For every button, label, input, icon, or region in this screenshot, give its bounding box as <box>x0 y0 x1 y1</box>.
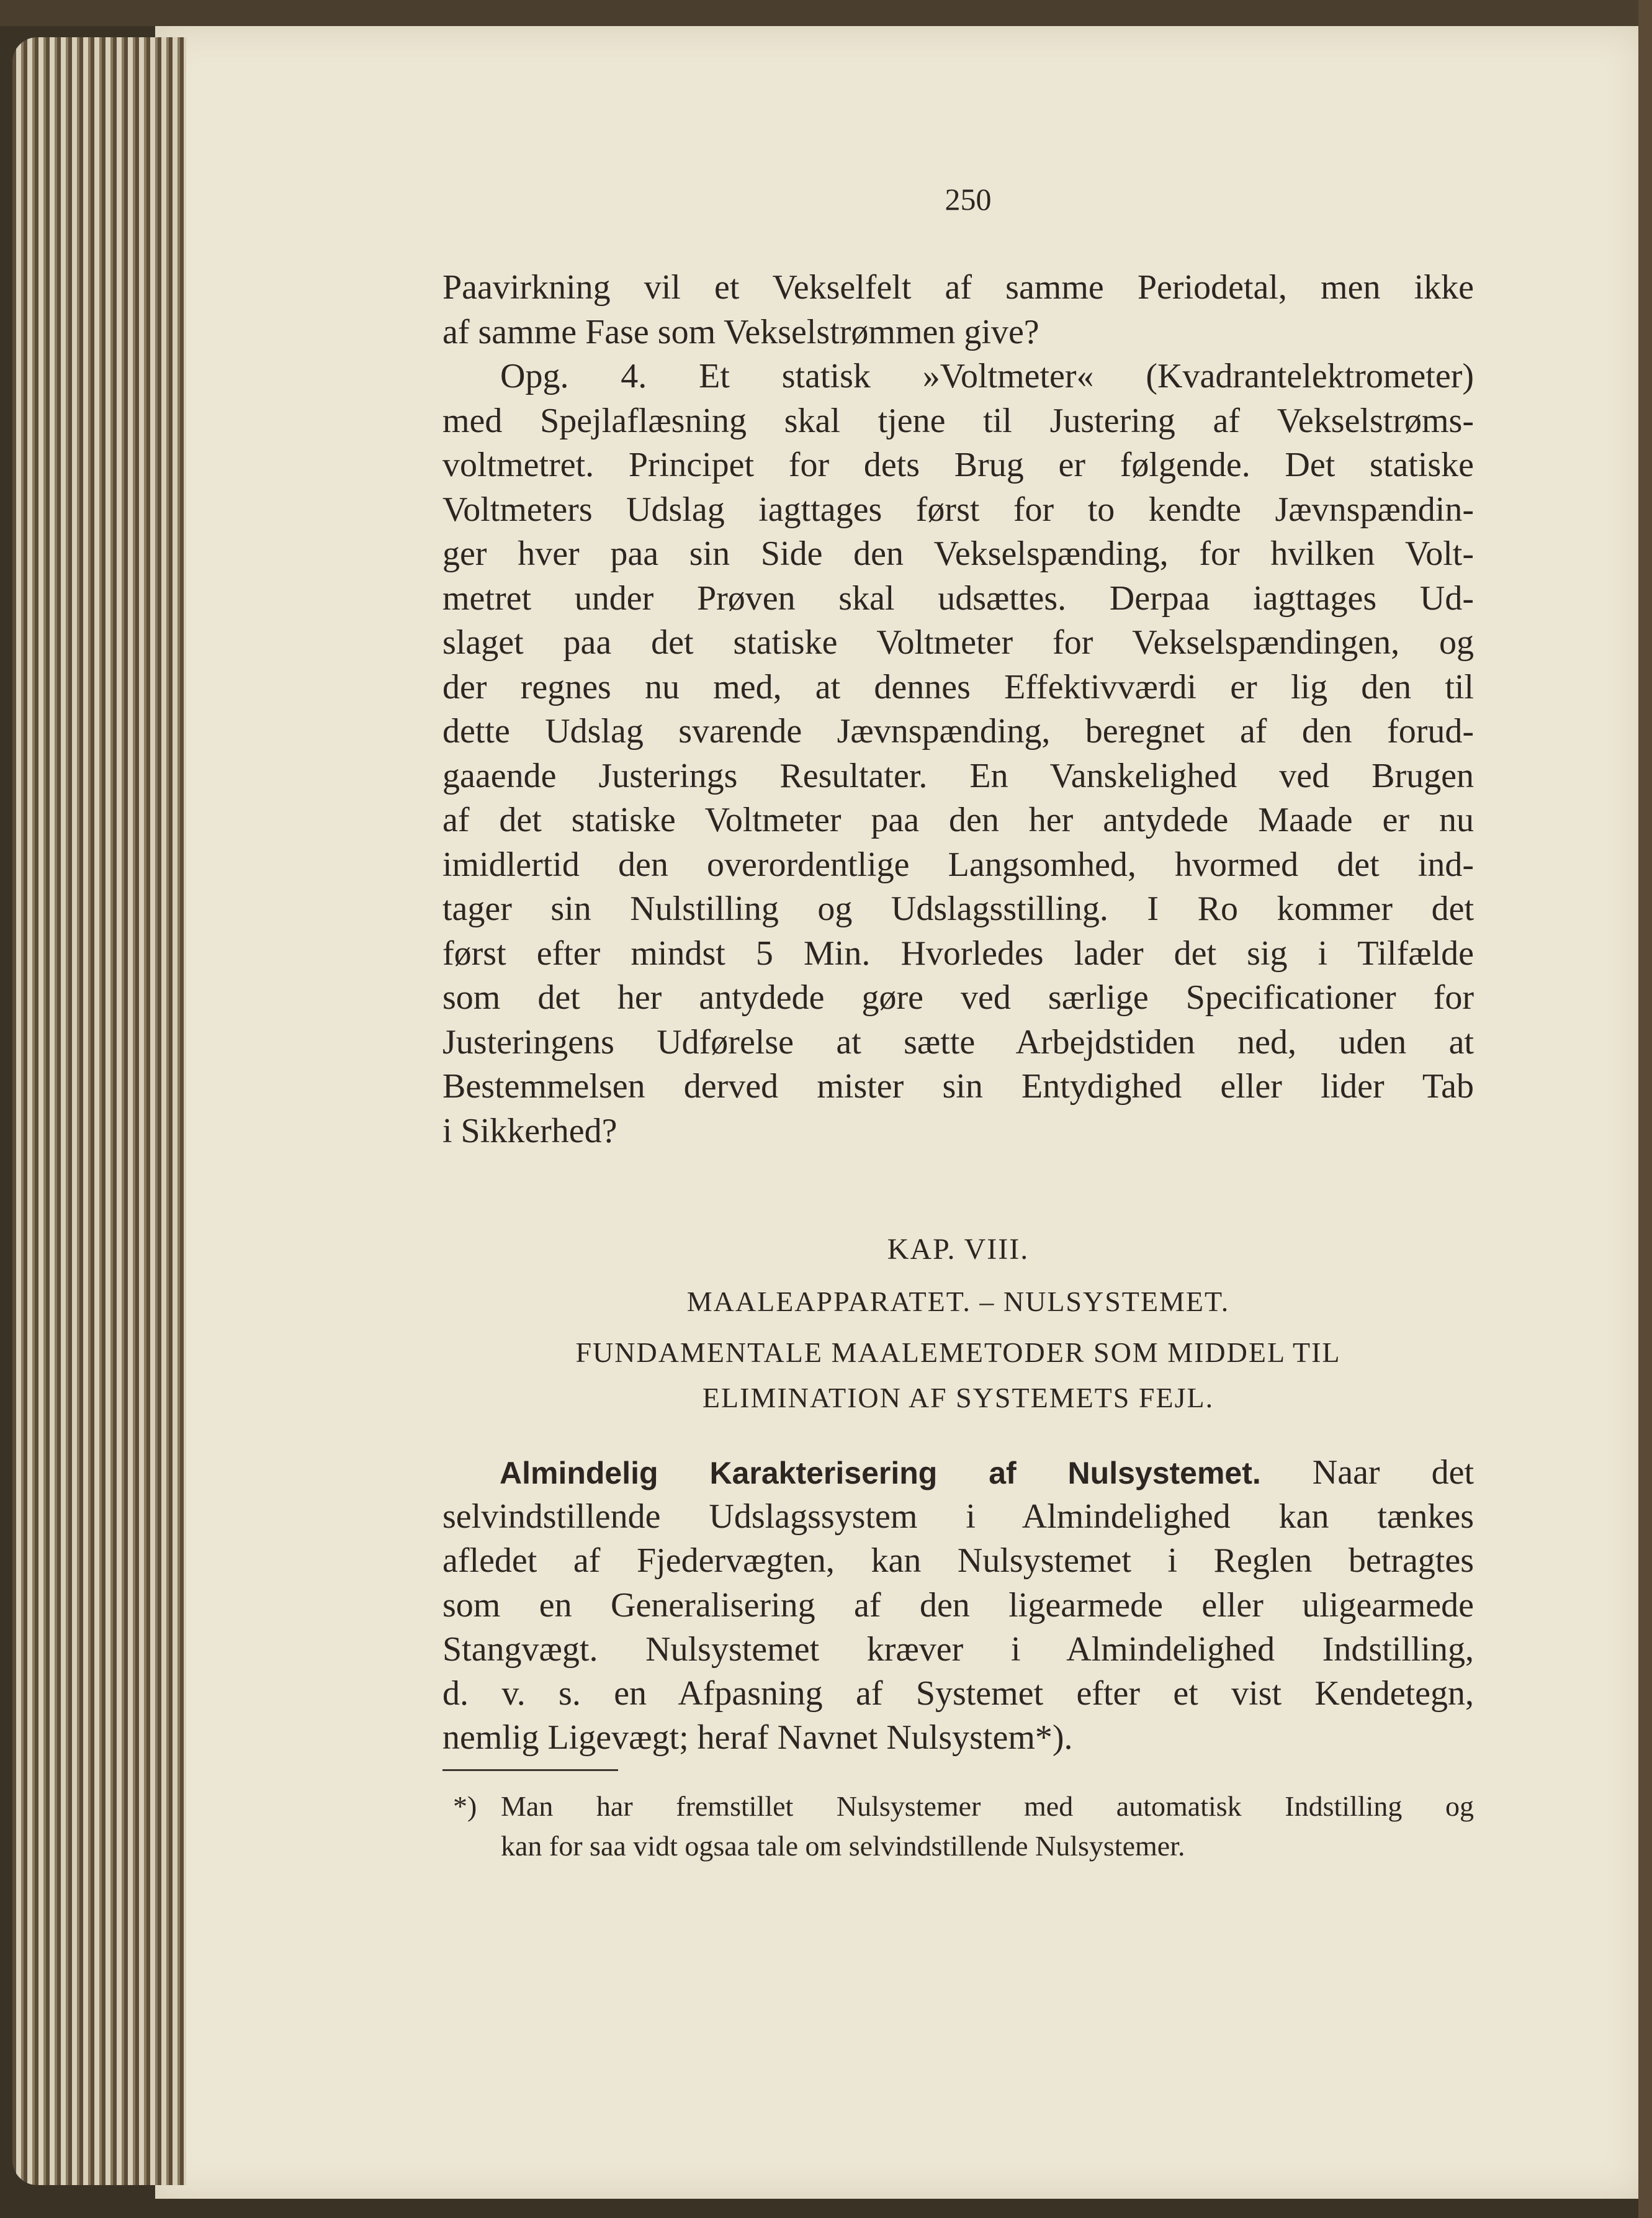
footnote-rule <box>442 1769 618 1771</box>
text-line: d. v. s. en Afpasning af Systemet efter et vist Kendetegn, <box>442 1674 1474 1713</box>
text-line: Voltmeters Udslag iagttages først for to kendte Jævnspændin- <box>442 490 1474 529</box>
text-line: af samme Fase som Vekselstrømmen give? <box>442 312 1039 351</box>
chapter-number: KAP. VIII. <box>887 1233 1030 1266</box>
text-line: gaaende Justerings Resultater. En Vanskelighed ved Brugen <box>442 756 1474 795</box>
text-line: afledet af Fjedervægten, kan Nulsystemet i Reglen betragtes <box>442 1541 1474 1580</box>
text-line: voltmetret. Principet for dets Brug er følgende. Det statiske <box>442 446 1474 484</box>
text-line <box>500 1450 1474 1495</box>
text-line: dette Udslag svarende Jævnspænding, beregnet af den forud- <box>442 712 1474 751</box>
text-line: som en Generalisering af den ligearmede eller uligearmede <box>442 1585 1474 1625</box>
text-line: Paavirkning vil et Vekselfelt af samme Periodetal, men ikke <box>442 268 1474 307</box>
text-line: selvindstillende Udslagssystem i Almindelighed kan tænkes <box>442 1497 1474 1536</box>
footnote-mark: *) <box>453 1790 477 1822</box>
book-right-edge <box>1638 0 1652 2218</box>
text-line: imidlertid den overordentlige Langsomhed, hvormed det ind- <box>442 845 1474 884</box>
page-number: 250 <box>945 182 992 217</box>
footnote-line: Man har fremstillet Nulsystemer med automatisk Indstilling og <box>501 1790 1474 1822</box>
text-line: af det statiske Voltmeter paa den her antydede Maade er nu <box>442 801 1474 839</box>
chapter-title-line: MAALEAPPARATET. – NULSYSTEMET. <box>686 1286 1230 1317</box>
text-line-rest: Naar det <box>1312 1453 1474 1492</box>
text-line: Justeringens Udførelse at sætte Arbejdstiden ned, uden at <box>442 1022 1474 1062</box>
text-line: Bestemmelsen derved mister sin Entydighed eller lider Tab <box>442 1067 1474 1106</box>
chapter-title-line: ELIMINATION AF SYSTEMETS FEJL. <box>702 1382 1214 1413</box>
text-line: først efter mindst 5 Min. Hvorledes lader det sig i Tilfælde <box>442 934 1474 973</box>
text-line: slaget paa det statiske Voltmeter for Vekselspændingen, og <box>442 623 1474 662</box>
text-line: tager sin Nulstilling og Udslagsstilling. I Ro kommer det <box>442 890 1474 928</box>
text-line: Stangvægt. Nulsystemet kræver i Almindelighed Indstilling, <box>442 1630 1474 1669</box>
text-line: som det her antydede gøre ved særlige Specificationer for <box>442 978 1474 1017</box>
text-line: metret under Prøven skal udsættes. Derpaa iagttages Ud- <box>442 579 1474 618</box>
text-line: Opg. 4. Et statisk »Voltmeter« (Kvadrantelektrometer) <box>500 357 1474 395</box>
text-line: der regnes nu med, at dennes Effektivværdi er lig den til <box>442 667 1474 706</box>
text-line: i Sikkerhed? <box>442 1111 617 1150</box>
text-line: med Spejlaflæsning skal tjene til Justering af Vekselstrøms- <box>442 401 1474 440</box>
page-edges <box>12 37 186 2185</box>
book-top-edge <box>0 0 1652 26</box>
section-heading: Almindelig Karakterisering af Nulsystemet. <box>500 1456 1261 1490</box>
text-line: nemlig Ligevægt; heraf Navnet Nulsystem*). <box>442 1718 1073 1757</box>
text-line: ger hver paa sin Side den Vekselspænding, for hvilken Volt- <box>442 534 1474 573</box>
chapter-title-line: FUNDAMENTALE MAALEMETODER SOM MIDDEL TIL <box>575 1337 1341 1368</box>
footnote-line: kan for saa vidt ogsaa tale om selvindstillende Nulsystemer. <box>501 1830 1185 1862</box>
